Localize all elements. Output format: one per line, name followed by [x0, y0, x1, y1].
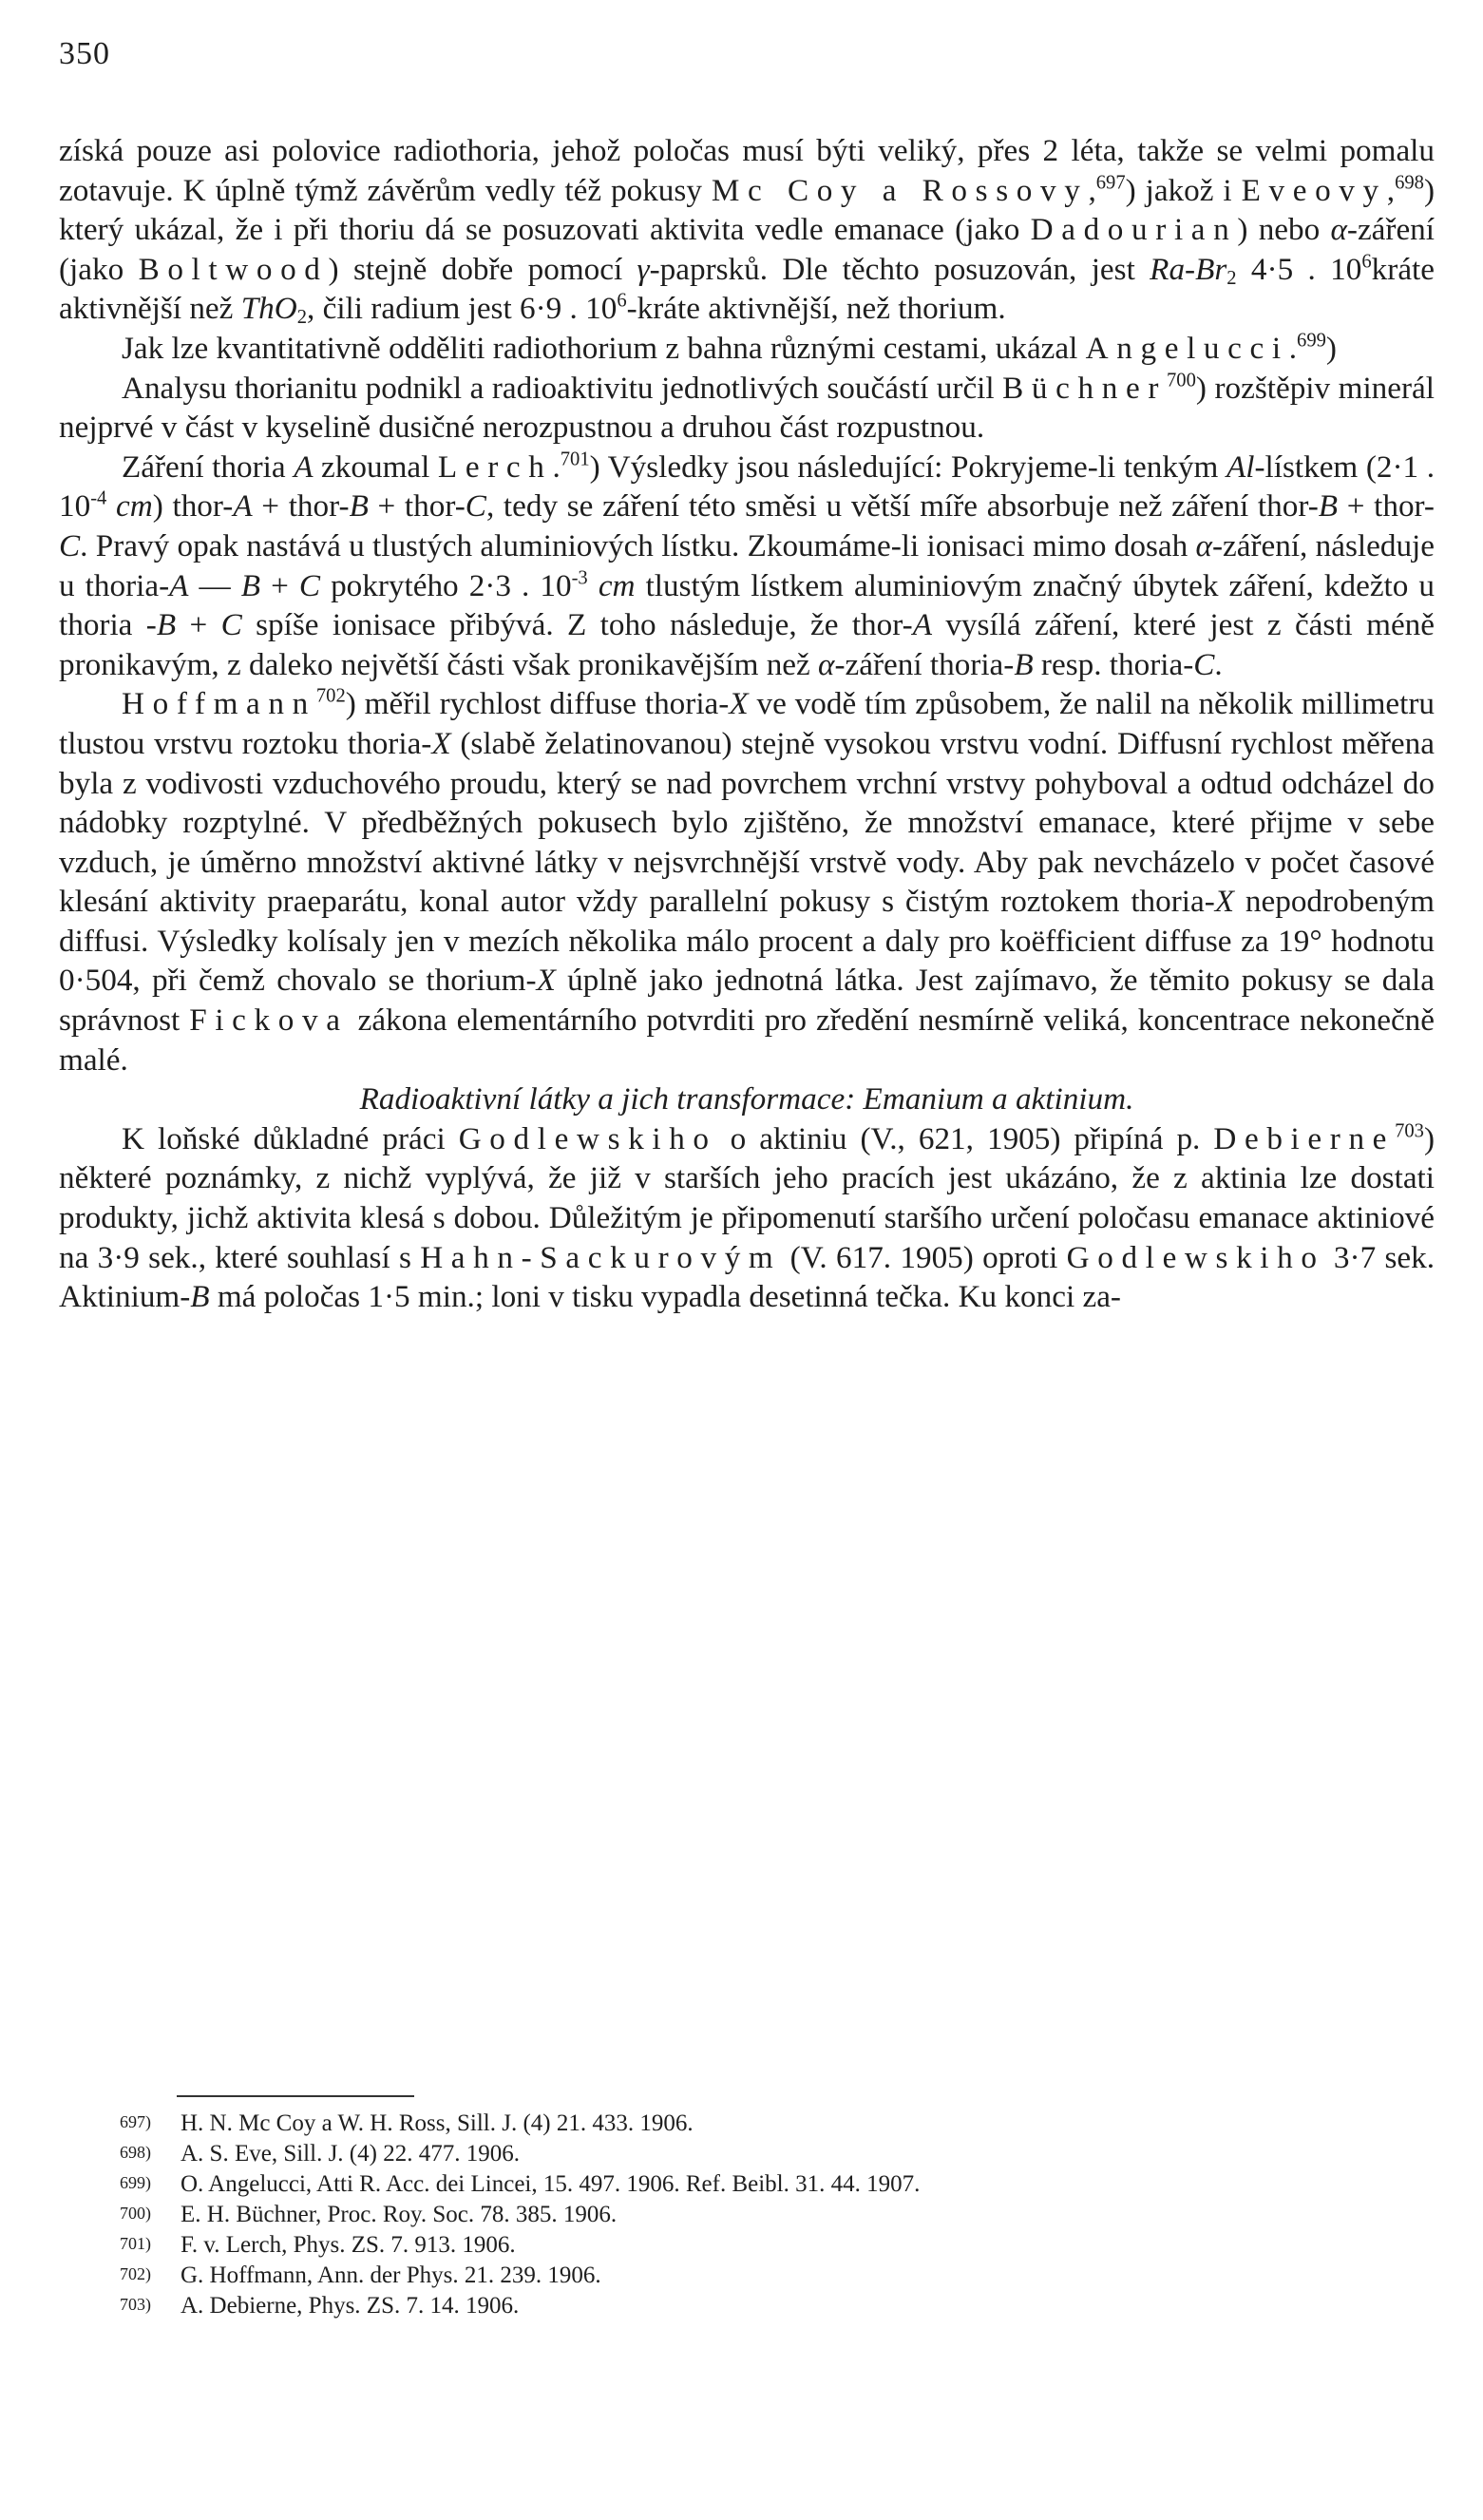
footnote-text: F. v. Lerch, Phys. ZS. 7. 913. 1906.	[181, 2232, 516, 2258]
footnote-number: 701)	[120, 2234, 151, 2253]
footnote-text: A. Debierne, Phys. ZS. 7. 14. 1906.	[181, 2293, 520, 2319]
footnote-number: 700)	[120, 2204, 151, 2223]
footnote-number: 702)	[120, 2264, 151, 2283]
footnote-text: E. H. Büchner, Proc. Roy. Soc. 78. 385. 1906.	[181, 2202, 618, 2227]
footnote-divider	[177, 2095, 414, 2097]
paragraph: Jak lze kvantitativně odděliti radiothorium z bahna různými cestami, ukázal Angelucci.$^{699}$)	[122, 330, 1337, 366]
footnote	[59, 2199, 1435, 2229]
paragraph: Záření thoria A zkoumal Lerch.$^{701}$) Výsledky jsou následující: Pokryjeme-li tenkým Al-lístkem (2·1 . $10^{-4}$ cm) thor-A + thor-B + thor-C, tedy se záření této směsi u větší míře absorbuje než záření thor-B + thor-C. Pravý opak nastává u tlustých aluminiových lístku. Zkoumáme-li ionisaci mimo dosah α-záření, následuje u thoria-A — B + C pokrytého 2·3 . $10^{-3}$ cm tlustým lístkem aluminiovým značný úbytek záření, kdežto u thoria -B + C spíše ionisace přibývá. Z toho následuje, že thor-A vysílá záření, které jest z části méně pronikavým, z daleko největší části však pronikavějším než α-záření thoria-B resp. thoria-C.	[59, 449, 1435, 682]
footnote	[59, 2108, 1435, 2138]
page-number: 350	[59, 36, 110, 71]
footnote	[59, 2229, 1435, 2260]
paragraph: Hoffmann$^{702}$) měřil rychlost diffuse thoria-X ve vodě tím způsobem, že nalil na několik millimetru tlustou vrstvu roztoku thoria-X (slabě želatinovanou) stejně vysokou vrstvu vodní. Diffusní rychlost měřena byla z vodivosti vzduchového proudu, který se nad povrchem vrchní vrstvy pohyboval a odtud odcházel do nádobky rozptylné. V předběžných pokusech bylo zjištěno, že množství emanace, které přijme v sebe vzduch, je úměrno množství aktivné látky v nejsvrchnější vrstvě vody. Aby pak nevcházelo v počet časové klesání aktivity praeparátu, konal autor vždy parallelní pokusy s čistým roztokem thoria-X nepodrobeným diffusi. Výsledky kolísaly jen v mezích několika málo procent a daly pro koëfficient diffuse za 19° hodnotu 0·504, při čemž chovalo se thorium-X úplně jako jednotná látka. Jest zajímavo, že těmito pokusy se dala správnost Fickova zákona elementárního potvrditi pro zředění nesmírně veliká, koncentrace nekonečně malé.	[59, 685, 1435, 1078]
footnote-text: G. Hoffmann, Ann. der Phys. 21. 239. 1906.	[181, 2262, 601, 2288]
paragraph: Analysu thorianitu podnikl a radioaktivitu jednotlivých součástí určil Büchner$^{700}$) rozštěpiv minerál nejprvé v část v kyselině dusičné nerozpustnou a druhou část rozpustnou.	[59, 370, 1435, 446]
footnote-text: O. Angelucci, Atti R. Acc. dei Lincei, 15. 497. 1906. Ref. Beibl. 31. 44. 1907.	[181, 2171, 921, 2197]
footnotes	[59, 2108, 1435, 2320]
paragraph: získá pouze asi polovice radiothoria, jehož poločas musí býti veliký, přes 2 léta, takže se velmi pomalu zotavuje. K úplně týmž závěrům vedly též pokusy Mc Coy a Rossovy,$^{697}$) jakož i Eveovy,$^{698}$) který ukázal, že i při thoriu dá se posuzovati aktivita vedle emanace (jako Dadourian) nebo α-záření (jako Boltwood) stejně dobře pomocí γ-paprsků. Dle těchto posuzován, jest $Ra-Br_2$ 4·5 . $10^6kráte$ aktivnější než ThO$_2$, čili radium jest 6·9 . $10^6$-kráte aktivnější, než thorium.	[59, 133, 1435, 329]
footnote-number: 699)	[120, 2173, 151, 2192]
footnote-text: H. N. Mc Coy a W. H. Ross, Sill. J. (4) 21. 433. 1906.	[181, 2110, 694, 2136]
footnote-number: 703)	[120, 2295, 151, 2314]
body-text	[59, 131, 1435, 1317]
footnote	[59, 2260, 1435, 2290]
footnote	[59, 2168, 1435, 2199]
footnote-text: A. S. Eve, Sill. J. (4) 22. 477. 1906.	[181, 2141, 520, 2167]
footnote	[59, 2138, 1435, 2168]
footnote	[59, 2290, 1435, 2320]
paragraph: K loňské důkladné práci Godlewskiho o aktiniu (V., 621, 1905) připíná p. Debierne$^{703}$) některé poznámky, z nichž vyplývá, že již v starších jeho pracích jest ukázáno, že z aktinia lze dostati produkty, jichž aktivita klesá s dobou. Důležitým je připomenutí staršího určení poločasu emanace aktiniové na 3·9 sek., které souhlasí s Hahn-Sackurovým (V. 617. 1905) oproti Godlewskiho 3·7 sek. Aktinium-B má poločas 1·5 min.; loni v tisku vypadla desetinná tečka. Ku konci za-	[59, 1120, 1435, 1315]
footnote-number: 698)	[120, 2143, 151, 2162]
footnote-number: 697)	[120, 2112, 151, 2131]
section-title: Radioaktivní látky a jich transformace: Emanium a aktinium.	[359, 1081, 1134, 1117]
